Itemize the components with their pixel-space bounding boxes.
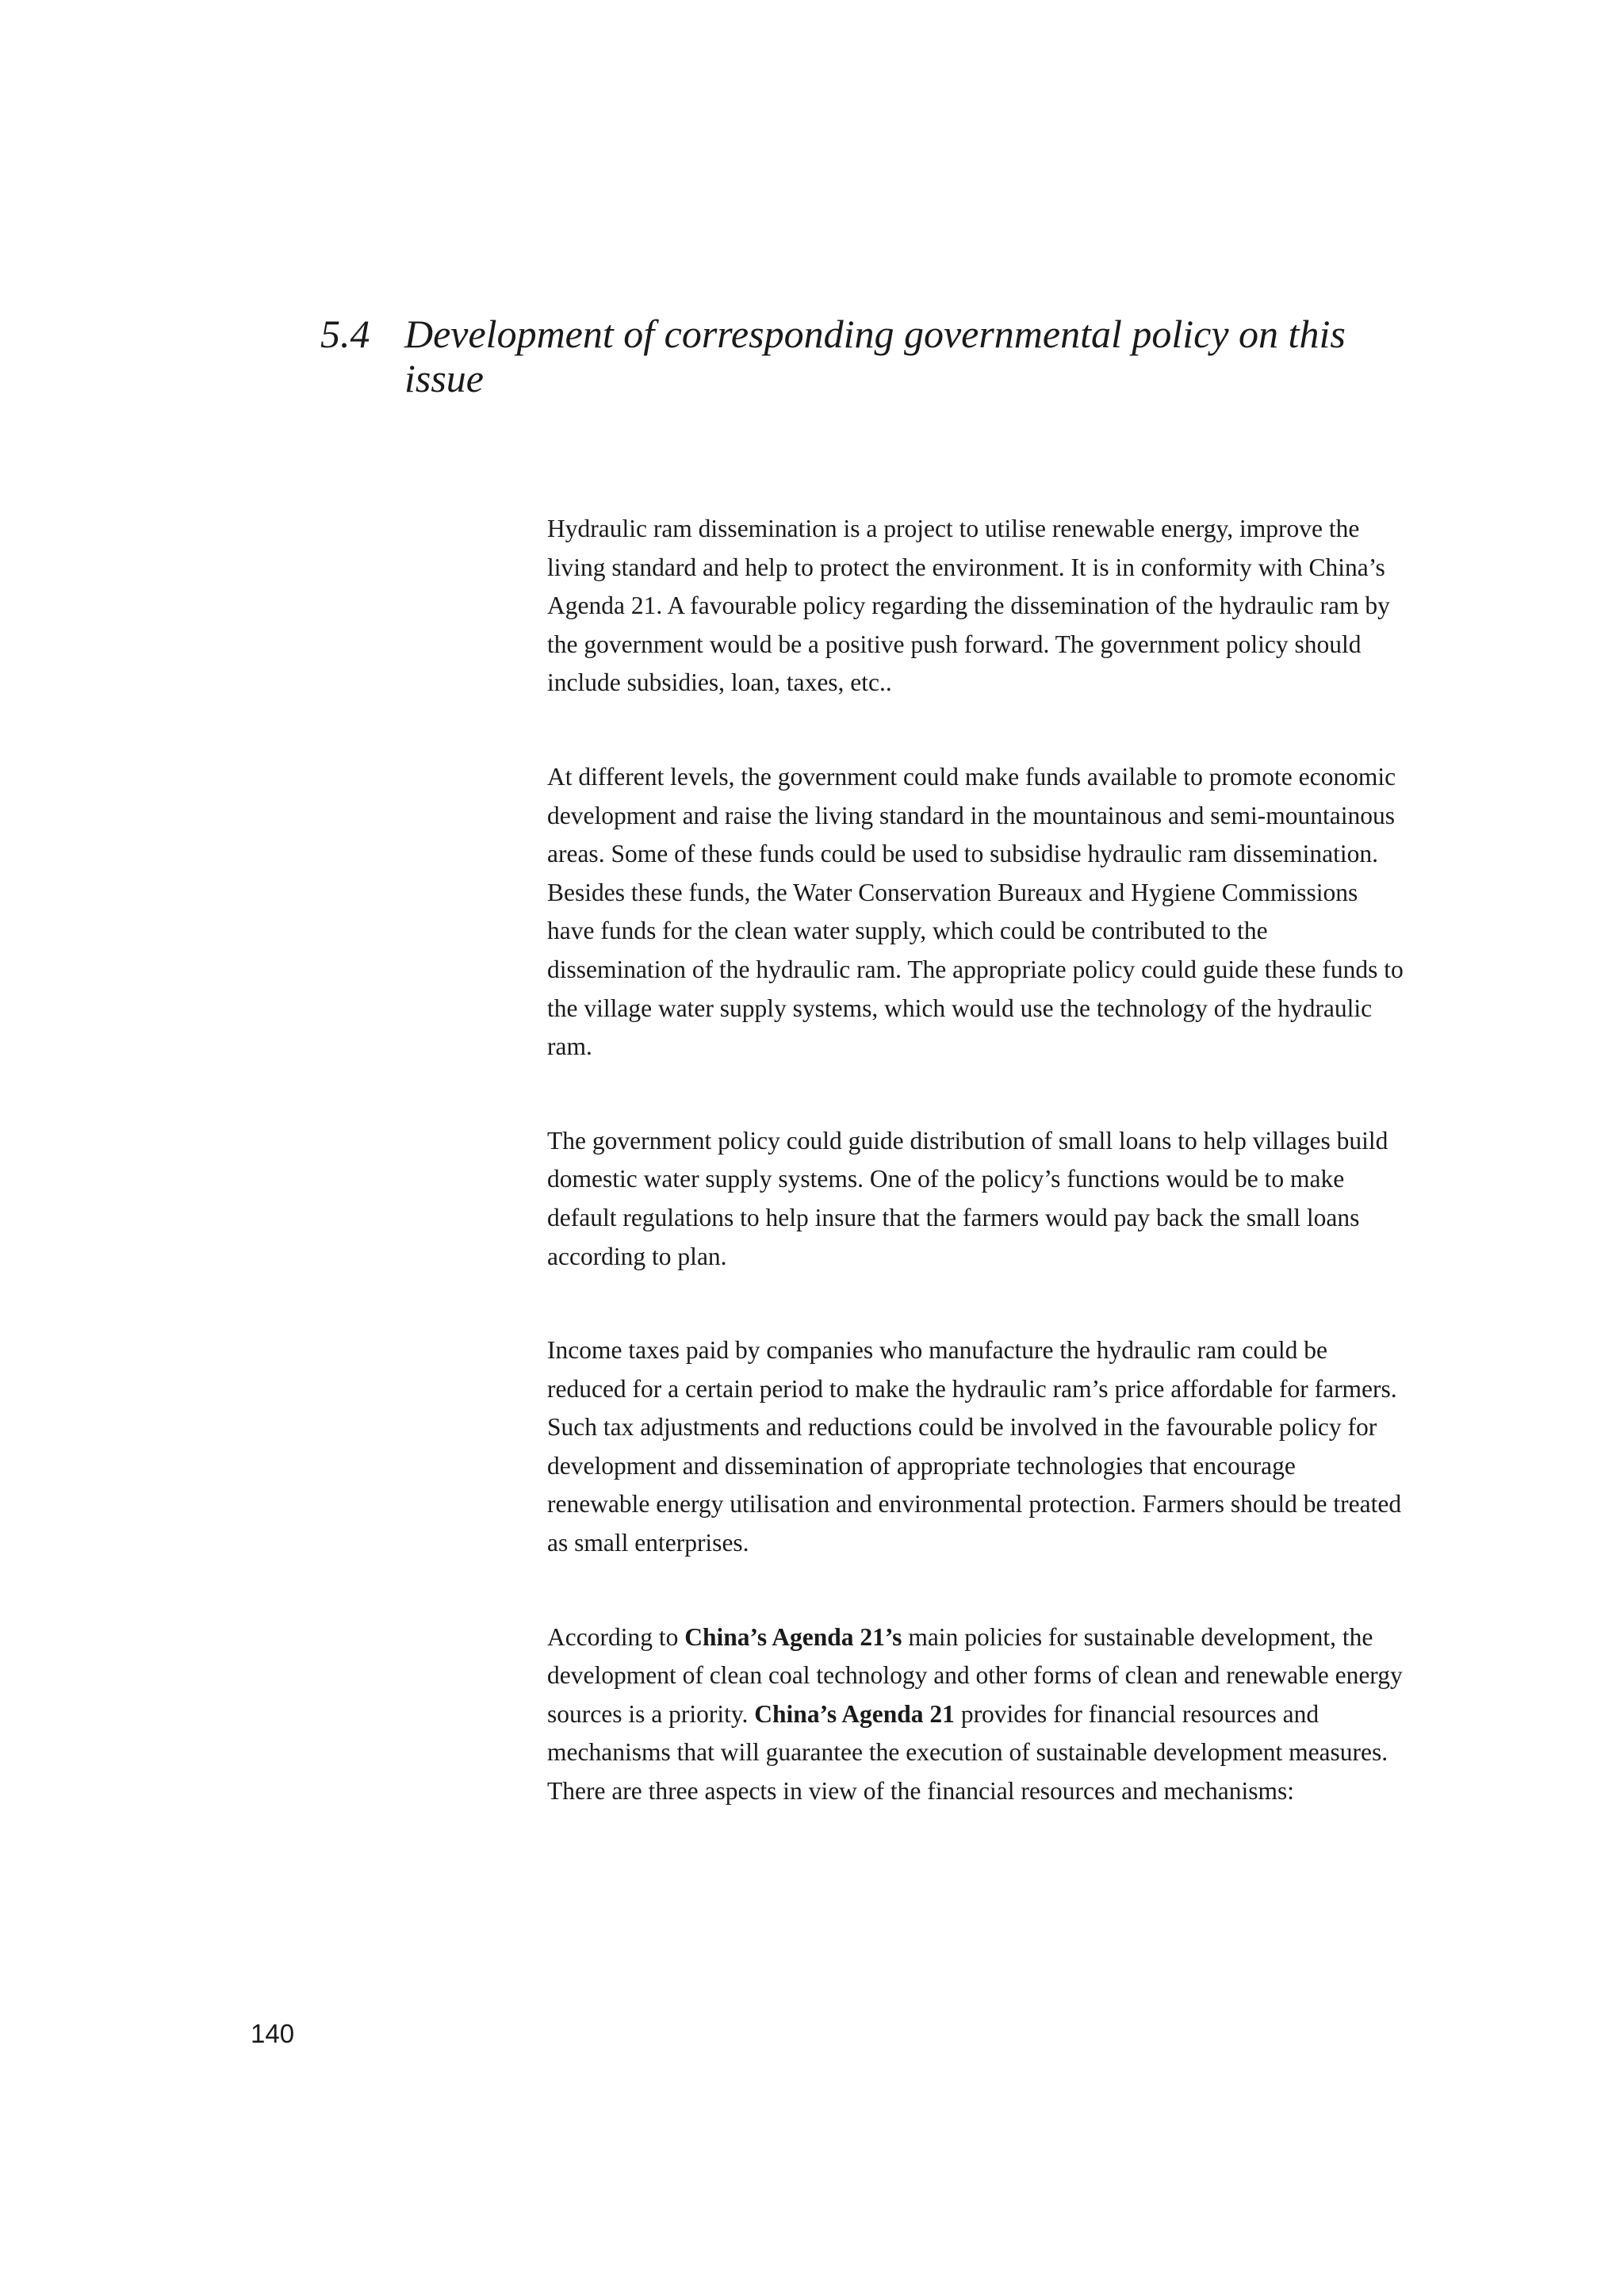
paragraph-3: The government policy could guide distribution of small loans to help villages build domestic water supply systems. One of the policy’s functions would be to make default regulations to help insure that the farmers would pay back the small loans according to plan.: [547, 1126, 1388, 1270]
paragraph-2: At different levels, the government could make funds available to promote economic development and raise the living standard in the mountainous and semi-mountainous areas. Some of these funds could be used to subsidise hydraulic ram dissemination. Besides these funds, the Water Conservation Bureaux and Hygiene Commissions have funds for the clean water supply, which could be contributed to the dissemination of the hydraulic ram. The appropriate policy could guide these funds to the village water supply systems, which would use the technology of the hydraulic ram.: [547, 762, 1404, 1061]
section-title: Development of corresponding governmental policy on this issue: [404, 312, 1346, 400]
section-heading: [320, 312, 1399, 400]
paragraph-5-text-3: provides for financial resources and mechanisms that will guarantee the execution of sustainable development measures. There are three aspects in view of the financial resources and mechanisms:: [547, 1699, 1388, 1806]
paragraph-1: Hydraulic ram dissemination is a project to utilise renewable energy, improve the living standard and help to protect the environment. It is in conformity with China’s Agenda 21. A favourable policy regarding the dissemination of the hydraulic ram by the government would be a positive push forward. The government policy should include subsidies, loan, taxes, etc..: [547, 515, 1390, 697]
section-number: 5.4: [320, 312, 370, 356]
paragraph-4: Income taxes paid by companies who manufacture the hydraulic ram could be reduced for a certain period to make the hydraulic ram’s price affordable for farmers. Such tax adjustments and reductions could be involved in the favourable policy for development and dissemination of appropriate technologies that encourage renewable energy utilisation and environmental protection. Farmers should be treated as small enterprises.: [547, 1336, 1402, 1557]
page-number: 140: [251, 2019, 295, 2048]
paragraph-5-text-2: main policies for sustainable development, the development of clean coal technology and other forms of clean and renewable energy sources is a priority.: [547, 1622, 1403, 1728]
agenda-21-emphasis-2: China’s Agenda 21: [754, 1699, 955, 1728]
body-text: [547, 510, 1404, 1867]
paragraph-5: [547, 1618, 1404, 1811]
agenda-21-emphasis-1: China’s Agenda 21’s: [684, 1622, 902, 1651]
paragraph-5-text-1: According to: [547, 1622, 685, 1651]
